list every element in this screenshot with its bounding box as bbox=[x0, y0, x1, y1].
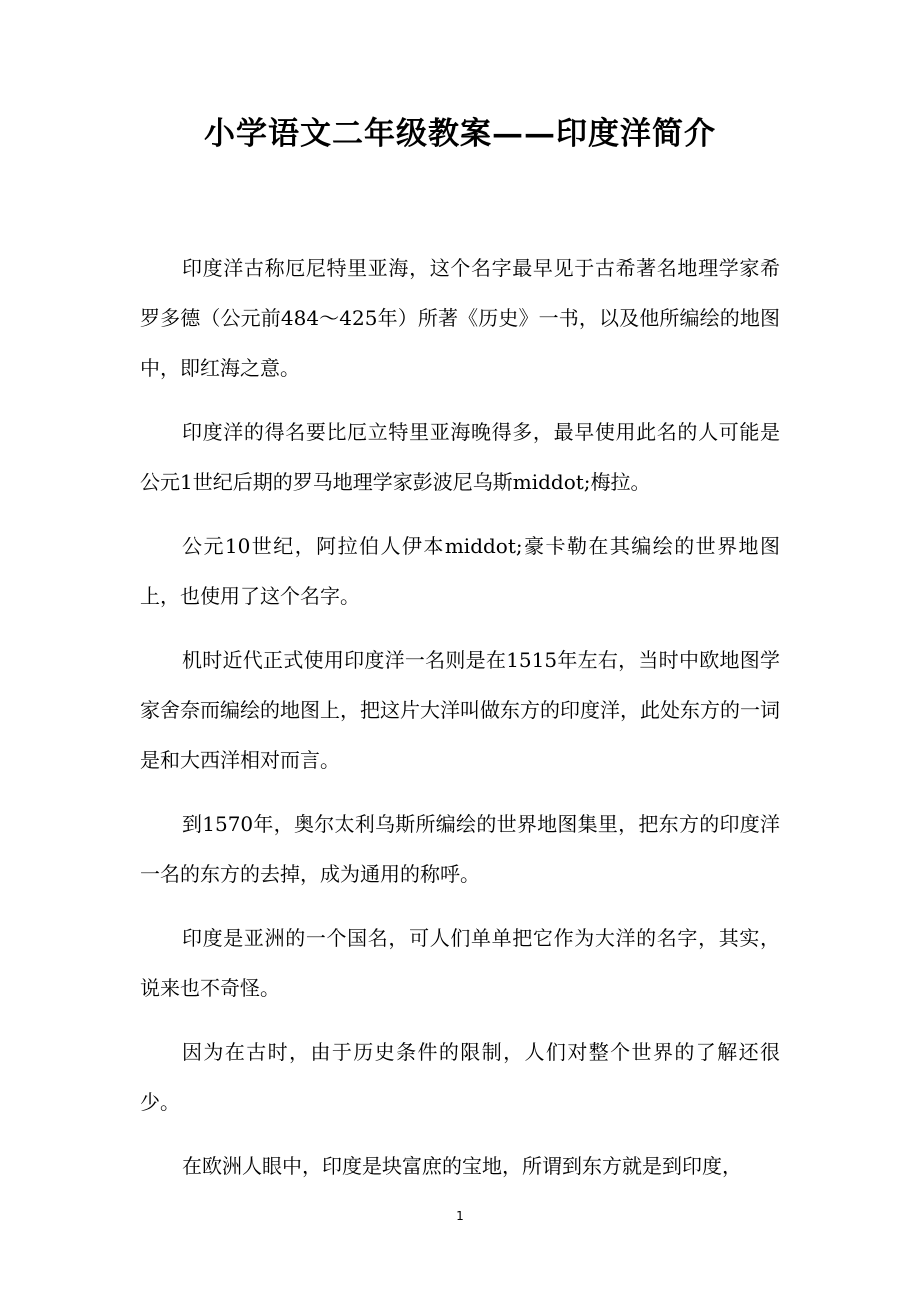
page-number: 1 bbox=[456, 1209, 464, 1223]
paragraph: 机时近代正式使用印度洋一名则是在1515年左右，当时中欧地图学家舍奈而编绘的地图上，把这片大洋叫做东方的印度洋，此处东方的一词是和大西洋相对而言。 bbox=[140, 648, 780, 772]
paragraph: 到1570年，奥尔太利乌斯所编绘的世界地图集里，把东方的印度洋一名的东方的去掉，成为通用的称呼。 bbox=[140, 812, 780, 886]
document-title: 小学语文二年级教案——印度洋简介 bbox=[204, 116, 716, 152]
paragraph: 印度洋的得名要比厄立特里亚海晚得多，最早使用此名的人可能是公元1世纪后期的罗马地理学家彭波尼乌斯middot;梅拉。 bbox=[140, 420, 780, 494]
document-body bbox=[140, 243, 780, 1205]
paragraph: 公元10世纪，阿拉伯人伊本middot;豪卡勒在其编绘的世界地图上，也使用了这个名字。 bbox=[140, 534, 780, 608]
paragraph: 印度是亚洲的一个国名，可人们单单把它作为大洋的名字，其实，说来也不奇怪。 bbox=[140, 926, 780, 1000]
paragraph: 在欧洲人眼中，印度是块富庶的宝地，所谓到东方就是到印度， bbox=[182, 1154, 742, 1178]
paragraph: 印度洋古称厄尼特里亚海，这个名字最早见于古希著名地理学家希罗多德（公元前484～425年）所著《历史》一书，以及他所编绘的地图中，即红海之意。 bbox=[140, 256, 780, 380]
paragraph: 因为在古时，由于历史条件的限制，人们对整个世界的了解还很少。 bbox=[140, 1040, 780, 1114]
